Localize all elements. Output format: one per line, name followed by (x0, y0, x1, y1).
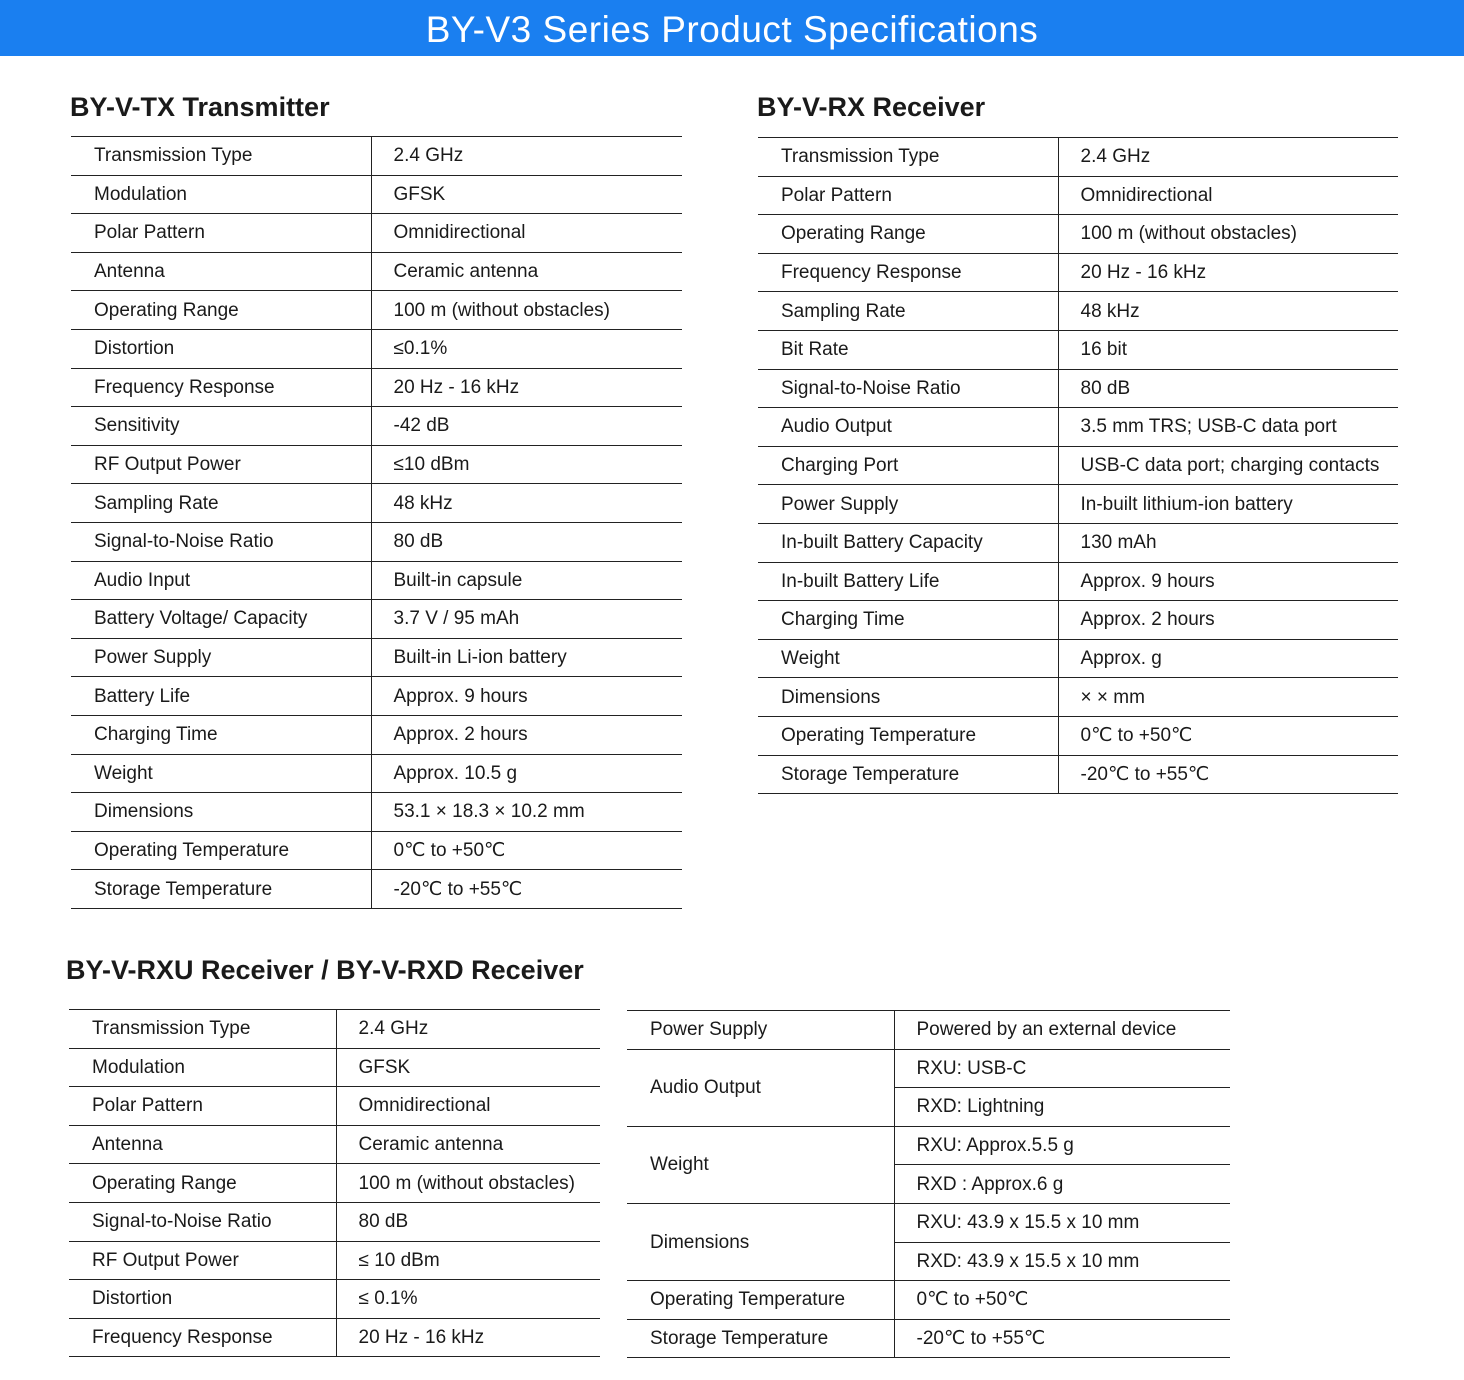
tx-row (71, 677, 682, 716)
spec-label: In-built Battery Life (758, 562, 1058, 601)
rxu-row (69, 1318, 600, 1357)
spec-value: 2.4 GHz (371, 137, 682, 176)
rxu-group-row (627, 1126, 1230, 1165)
rxu-spec-table (69, 1009, 600, 1357)
spec-label: Distortion (69, 1280, 336, 1319)
rxu-group-row (627, 1011, 1230, 1050)
tx-section-title: BY-V-TX Transmitter (70, 92, 330, 122)
spec-label: Polar Pattern (71, 214, 371, 253)
rx-row (758, 639, 1398, 678)
spec-value: 20 Hz - 16 kHz (371, 368, 682, 407)
spec-value: RXU: Approx.5.5 g (894, 1126, 1230, 1165)
spec-value: ≤0.1% (371, 329, 682, 368)
spec-value: 100 m (without obstacles) (371, 291, 682, 330)
spec-value: 130 mAh (1058, 523, 1398, 562)
spec-label: Audio Input (71, 561, 371, 600)
spec-value: GFSK (371, 175, 682, 214)
spec-value: 80 dB (336, 1202, 600, 1241)
spec-label: Polar Pattern (758, 176, 1058, 215)
tx-row (71, 407, 682, 446)
tx-row (71, 291, 682, 330)
tx-row (71, 175, 682, 214)
rx-row (758, 253, 1398, 292)
spec-value: Omnidirectional (336, 1087, 600, 1126)
spec-value: USB-C data port; charging contacts (1058, 446, 1398, 485)
rx-row (758, 446, 1398, 485)
spec-value: ≤ 0.1% (336, 1280, 600, 1319)
rxu-row (69, 1048, 600, 1087)
spec-value: 100 m (without obstacles) (1058, 215, 1398, 254)
rx-row (758, 215, 1398, 254)
tx-row (71, 445, 682, 484)
spec-label: Frequency Response (71, 368, 371, 407)
spec-value: 100 m (without obstacles) (336, 1164, 600, 1203)
spec-value: 53.1 × 18.3 × 10.2 mm (371, 793, 682, 832)
rxu-group-row (627, 1049, 1230, 1088)
spec-value: ≤ 10 dBm (336, 1241, 600, 1280)
spec-label: Battery Voltage/ Capacity (71, 600, 371, 639)
tx-row (71, 870, 682, 909)
spec-label: Transmission Type (71, 137, 371, 176)
spec-label: Dimensions (71, 793, 371, 832)
spec-value: 48 kHz (371, 484, 682, 523)
spec-value: 48 kHz (1058, 292, 1398, 331)
rx-row (758, 485, 1398, 524)
rxu-row (69, 1010, 600, 1049)
page-title: BY-V3 Series Product Specifications (425, 9, 1039, 50)
spec-label: Signal-to-Noise Ratio (71, 522, 371, 561)
spec-label: RF Output Power (71, 445, 371, 484)
spec-value: Powered by an external device (894, 1011, 1230, 1050)
spec-label: Battery Life (71, 677, 371, 716)
tx-row (71, 600, 682, 639)
spec-value: In-built lithium-ion battery (1058, 485, 1398, 524)
spec-value: Approx. 9 hours (371, 677, 682, 716)
spec-value: Approx. g (1058, 639, 1398, 678)
spec-value: 0℃ to +50℃ (1058, 716, 1398, 755)
tx-spec-table (71, 136, 682, 909)
spec-label: Sampling Rate (758, 292, 1058, 331)
spec-label: Power Supply (627, 1011, 894, 1050)
spec-label: Frequency Response (69, 1318, 336, 1357)
spec-label: Sensitivity (71, 407, 371, 446)
spec-label: Charging Time (758, 601, 1058, 640)
tx-row (71, 484, 682, 523)
spec-label: Operating Temperature (758, 716, 1058, 755)
tx-row (71, 793, 682, 832)
tx-row (71, 329, 682, 368)
spec-label: Operating Temperature (71, 831, 371, 870)
rx-row (758, 330, 1398, 369)
spec-label: Signal-to-Noise Ratio (758, 369, 1058, 408)
rxu-spec-table-2 (627, 1010, 1230, 1358)
rxu-row (69, 1241, 600, 1280)
spec-value: 3.5 mm TRS; USB-C data port (1058, 408, 1398, 447)
page-banner (0, 0, 1464, 56)
spec-label: Bit Rate (758, 330, 1058, 369)
spec-value: 16 bit (1058, 330, 1398, 369)
spec-label: Operating Range (69, 1164, 336, 1203)
spec-value: -42 dB (371, 407, 682, 446)
spec-label: Modulation (69, 1048, 336, 1087)
spec-label: Weight (627, 1126, 894, 1203)
spec-value: 80 dB (371, 522, 682, 561)
rx-row (758, 678, 1398, 717)
spec-value: -20℃ to +55℃ (1058, 755, 1398, 794)
spec-value: 3.7 V / 95 mAh (371, 600, 682, 639)
rxu-group-row (627, 1281, 1230, 1320)
spec-label: Charging Time (71, 715, 371, 754)
tx-row (71, 754, 682, 793)
spec-value: Ceramic antenna (371, 252, 682, 291)
tx-row (71, 368, 682, 407)
spec-label: Audio Output (758, 408, 1058, 447)
spec-label: Antenna (71, 252, 371, 291)
rx-row (758, 176, 1398, 215)
rx-row (758, 369, 1398, 408)
spec-label: Storage Temperature (758, 755, 1058, 794)
spec-label: RF Output Power (69, 1241, 336, 1280)
spec-value: Built-in capsule (371, 561, 682, 600)
spec-value: 0℃ to +50℃ (894, 1281, 1230, 1320)
rxu-row (69, 1125, 600, 1164)
spec-value: ≤10 dBm (371, 445, 682, 484)
spec-value: 2.4 GHz (336, 1010, 600, 1049)
spec-value: -20℃ to +55℃ (371, 870, 682, 909)
spec-label: Weight (758, 639, 1058, 678)
rxu-group-row (627, 1203, 1230, 1242)
spec-value: Built-in Li-ion battery (371, 638, 682, 677)
rx-row (758, 562, 1398, 601)
spec-label: Frequency Response (758, 253, 1058, 292)
spec-label: Sampling Rate (71, 484, 371, 523)
spec-value: 20 Hz - 16 kHz (1058, 253, 1398, 292)
spec-label: Operating Range (71, 291, 371, 330)
spec-value: RXD: Lightning (894, 1088, 1230, 1127)
spec-value: Approx. 2 hours (1058, 601, 1398, 640)
spec-label: In-built Battery Capacity (758, 523, 1058, 562)
rxu-group-row (627, 1319, 1230, 1358)
rxu-row (69, 1280, 600, 1319)
spec-value: Approx. 10.5 g (371, 754, 682, 793)
tx-row (71, 214, 682, 253)
tx-row (71, 831, 682, 870)
spec-value: RXD : Approx.6 g (894, 1165, 1230, 1204)
rx-row (758, 292, 1398, 331)
tx-row (71, 715, 682, 754)
spec-value: 0℃ to +50℃ (371, 831, 682, 870)
spec-label: Power Supply (71, 638, 371, 677)
spec-label: Charging Port (758, 446, 1058, 485)
rx-row (758, 138, 1398, 177)
tx-row (71, 522, 682, 561)
spec-value: RXU: 43.9 x 15.5 x 10 mm (894, 1203, 1230, 1242)
spec-value: Approx. 9 hours (1058, 562, 1398, 601)
spec-value: RXD: 43.9 x 15.5 x 10 mm (894, 1242, 1230, 1281)
spec-label: Transmission Type (69, 1010, 336, 1049)
rx-row (758, 601, 1398, 640)
spec-value: RXU: USB-C (894, 1049, 1230, 1088)
rx-section-title: BY-V-RX Receiver (757, 92, 986, 122)
rx-row (758, 716, 1398, 755)
rx-spec-table (758, 137, 1398, 794)
rxu-section-title: BY-V-RXU Receiver / BY-V-RXD Receiver (66, 955, 584, 985)
spec-value: Omnidirectional (371, 214, 682, 253)
tx-row (71, 561, 682, 600)
spec-label: Operating Temperature (627, 1281, 894, 1320)
spec-label: Weight (71, 754, 371, 793)
rx-row (758, 408, 1398, 447)
spec-value: Ceramic antenna (336, 1125, 600, 1164)
rxu-row (69, 1202, 600, 1241)
rx-row (758, 523, 1398, 562)
spec-value: Omnidirectional (1058, 176, 1398, 215)
tx-row (71, 638, 682, 677)
tx-row (71, 252, 682, 291)
spec-value: GFSK (336, 1048, 600, 1087)
spec-value: 80 dB (1058, 369, 1398, 408)
spec-label: Polar Pattern (69, 1087, 336, 1126)
spec-label: Audio Output (627, 1049, 894, 1126)
spec-value: × × mm (1058, 678, 1398, 717)
spec-label: Signal-to-Noise Ratio (69, 1202, 336, 1241)
rxu-row (69, 1164, 600, 1203)
spec-value: Approx. 2 hours (371, 715, 682, 754)
spec-label: Operating Range (758, 215, 1058, 254)
spec-label: Distortion (71, 329, 371, 368)
spec-label: Storage Temperature (627, 1319, 894, 1358)
spec-label: Transmission Type (758, 138, 1058, 177)
tx-row (71, 137, 682, 176)
spec-label: Modulation (71, 175, 371, 214)
spec-value: -20℃ to +55℃ (894, 1319, 1230, 1358)
spec-value: 2.4 GHz (1058, 138, 1398, 177)
spec-label: Antenna (69, 1125, 336, 1164)
rxu-row (69, 1087, 600, 1126)
rx-row (758, 755, 1398, 794)
spec-label: Dimensions (758, 678, 1058, 717)
spec-label: Storage Temperature (71, 870, 371, 909)
spec-label: Power Supply (758, 485, 1058, 524)
spec-value: 20 Hz - 16 kHz (336, 1318, 600, 1357)
spec-label: Dimensions (627, 1203, 894, 1280)
